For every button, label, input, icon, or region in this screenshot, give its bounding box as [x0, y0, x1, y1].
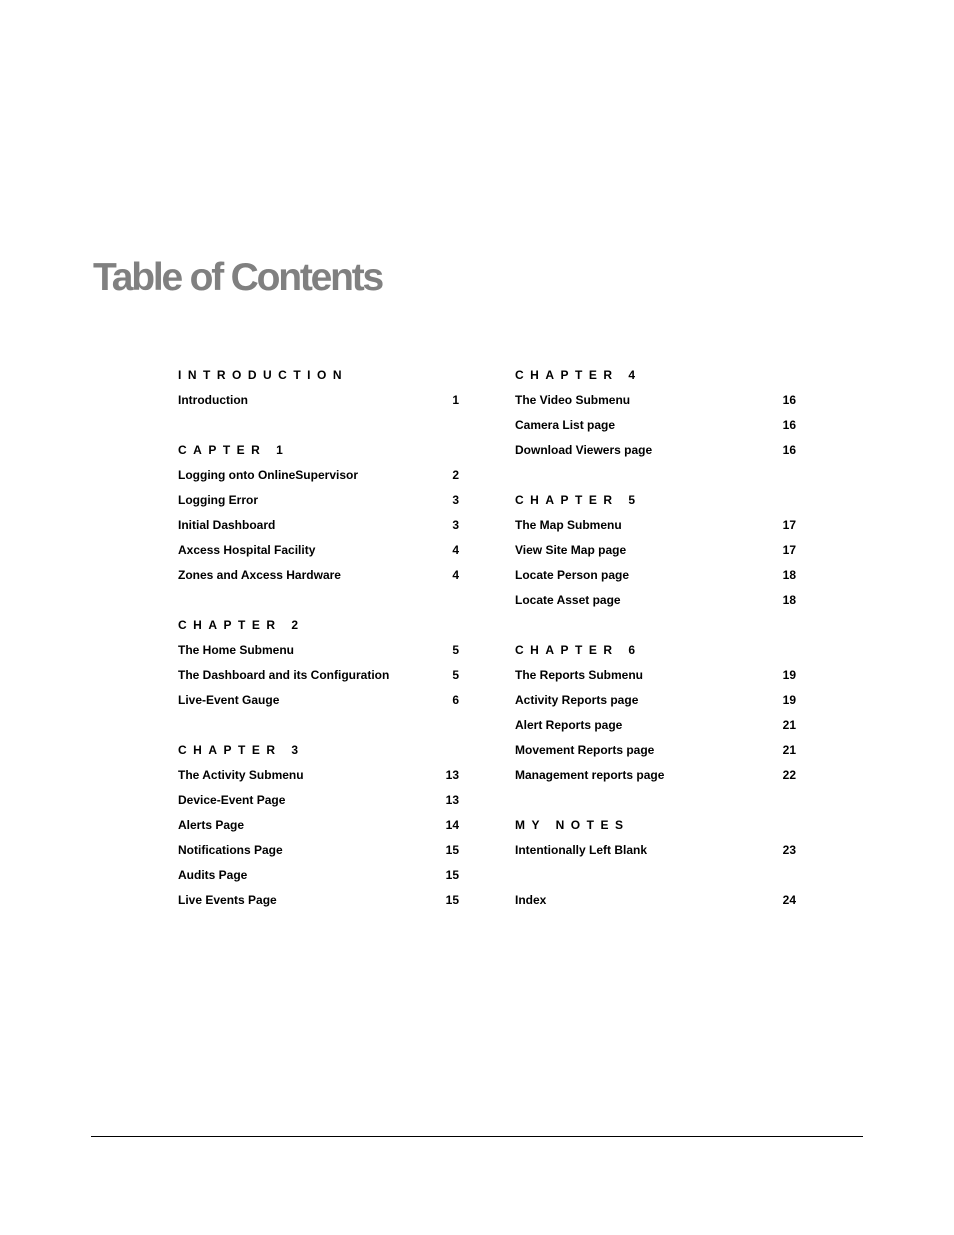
toc-entry[interactable] — [178, 840, 459, 865]
toc-entry[interactable] — [178, 790, 459, 815]
toc-entry-page-number: 19 — [782, 668, 796, 682]
toc-entry[interactable] — [178, 690, 459, 715]
toc-section — [178, 615, 459, 715]
toc-section — [178, 365, 459, 415]
toc-entry-page-number: 2 — [452, 468, 459, 482]
section-heading: CHAPTER 4 — [515, 368, 642, 382]
toc-entry-label: Intentionally Left Blank — [515, 843, 648, 857]
toc-entry-page-number: 19 — [782, 693, 796, 707]
toc-entry-label: Index — [515, 893, 547, 907]
toc-section — [515, 490, 796, 615]
toc-entry-page-number: 1 — [452, 393, 459, 407]
toc-entry-label: The Home Submenu — [178, 643, 295, 657]
section-spacer — [515, 615, 796, 640]
toc-entry-page-number: 14 — [445, 818, 459, 832]
toc-entry-label: Alerts Page — [178, 818, 245, 832]
section-spacer — [515, 865, 796, 890]
section-heading: CHAPTER 6 — [515, 643, 642, 657]
toc-entry-page-number: 16 — [782, 393, 796, 407]
toc-entry-label: The Video Submenu — [515, 393, 631, 407]
toc-entry-label: Device-Event Page — [178, 793, 286, 807]
toc-entry-label: Live Events Page — [178, 893, 277, 907]
section-heading: MY NOTES — [515, 818, 630, 832]
toc-entry[interactable] — [515, 890, 796, 915]
toc-entry-page-number: 22 — [782, 768, 796, 782]
toc-entry-label: Logging onto OnlineSupervisor — [178, 468, 358, 482]
toc-entry-label: The Map Submenu — [515, 518, 622, 532]
toc-entry-label: Management reports page — [515, 768, 665, 782]
toc-entry-label: Audits Page — [178, 868, 248, 882]
section-heading: CHAPTER 2 — [178, 618, 305, 632]
toc-entry[interactable] — [515, 565, 796, 590]
toc-entry-page-number: 5 — [452, 643, 459, 657]
toc-entry-page-number: 15 — [445, 868, 459, 882]
toc-entry-label: The Reports Submenu — [515, 668, 644, 682]
toc-entry[interactable] — [515, 690, 796, 715]
toc-entry-page-number: 13 — [445, 793, 459, 807]
toc-entry-page-number: 3 — [452, 518, 459, 532]
toc-entry-page-number: 24 — [782, 893, 796, 907]
toc-entry[interactable] — [515, 840, 796, 865]
toc-entry-page-number: 18 — [782, 593, 796, 607]
toc-entry-label: Camera List page — [515, 418, 616, 432]
toc-entry[interactable] — [178, 565, 459, 590]
toc-entry-page-number: 5 — [452, 668, 459, 682]
section-heading: CHAPTER 5 — [515, 493, 642, 507]
toc-entry-label: Locate Person page — [515, 568, 630, 582]
toc-entry-label: Notifications Page — [178, 843, 283, 857]
toc-entry[interactable] — [178, 540, 459, 565]
section-spacer — [178, 590, 459, 615]
toc-entry-page-number: 18 — [782, 568, 796, 582]
section-heading: INTRODUCTION — [178, 368, 348, 382]
toc-entry-page-number: 17 — [782, 518, 796, 532]
toc-entry-label: The Dashboard and its Configuration — [178, 668, 390, 682]
toc-entry-label: Axcess Hospital Facility — [178, 543, 316, 557]
toc-section — [178, 440, 459, 590]
toc-entry[interactable] — [178, 865, 459, 890]
toc-entry[interactable] — [515, 440, 796, 465]
toc-entry-page-number: 6 — [452, 693, 459, 707]
section-spacer — [178, 715, 459, 740]
toc-entry-page-number: 4 — [452, 543, 459, 557]
toc-entry-label: View Site Map page — [515, 543, 627, 557]
toc-entry[interactable] — [178, 815, 459, 840]
toc-entry[interactable] — [178, 390, 459, 415]
toc-entry[interactable] — [178, 890, 459, 915]
toc-entry-label: Zones and Axcess Hardware — [178, 568, 341, 582]
toc-entry-page-number: 17 — [782, 543, 796, 557]
footer-rule — [91, 1136, 863, 1137]
toc-entry[interactable] — [515, 390, 796, 415]
toc-entry[interactable] — [515, 590, 796, 615]
toc-entry-page-number: 16 — [782, 443, 796, 457]
section-heading: CAPTER 1 — [178, 443, 290, 457]
toc-entry[interactable] — [515, 415, 796, 440]
toc-entry-label: Initial Dashboard — [178, 518, 276, 532]
toc-entry-label: Alert Reports page — [515, 718, 623, 732]
toc-entry-page-number: 21 — [782, 743, 796, 757]
toc-entry[interactable] — [178, 640, 459, 665]
toc-entry-page-number: 3 — [452, 493, 459, 507]
toc-entry-label: The Activity Submenu — [178, 768, 304, 782]
toc-entry-label: Introduction — [178, 393, 248, 407]
toc-section — [515, 815, 796, 865]
toc-entry[interactable] — [178, 665, 459, 690]
toc-entry-page-number: 15 — [445, 893, 459, 907]
section-spacer — [515, 465, 796, 490]
toc-entry[interactable] — [515, 740, 796, 765]
toc-entry-label: Locate Asset page — [515, 593, 621, 607]
toc-entry[interactable] — [178, 515, 459, 540]
toc-entry[interactable] — [515, 515, 796, 540]
section-spacer — [178, 415, 459, 440]
toc-left-column — [178, 365, 459, 915]
section-heading: CHAPTER 3 — [178, 743, 305, 757]
toc-entry-label: Movement Reports page — [515, 743, 655, 757]
toc-entry[interactable] — [515, 765, 796, 790]
page-title: Table of Contents — [93, 256, 383, 299]
toc-entry[interactable] — [178, 765, 459, 790]
toc-entry-label: Logging Error — [178, 493, 258, 507]
section-spacer — [515, 790, 796, 815]
toc-entry[interactable] — [178, 465, 459, 490]
toc-entry-page-number: 13 — [445, 768, 459, 782]
toc-entry[interactable] — [515, 715, 796, 740]
toc-section — [178, 740, 459, 915]
toc-section — [515, 890, 796, 915]
toc-entry-page-number: 21 — [782, 718, 796, 732]
toc-entry-label: Download Viewers page — [515, 443, 653, 457]
toc-section — [515, 365, 796, 465]
toc-section — [515, 640, 796, 790]
toc-entry[interactable] — [515, 665, 796, 690]
toc-entry[interactable] — [515, 540, 796, 565]
toc-entry-label: Live-Event Gauge — [178, 693, 280, 707]
toc-right-column — [515, 365, 796, 915]
toc-entry-page-number: 23 — [782, 843, 796, 857]
toc-entry-label: Activity Reports page — [515, 693, 639, 707]
toc-entry-page-number: 16 — [782, 418, 796, 432]
toc-entry-page-number: 15 — [445, 843, 459, 857]
toc-entry-page-number: 4 — [452, 568, 459, 582]
toc-entry[interactable] — [178, 490, 459, 515]
